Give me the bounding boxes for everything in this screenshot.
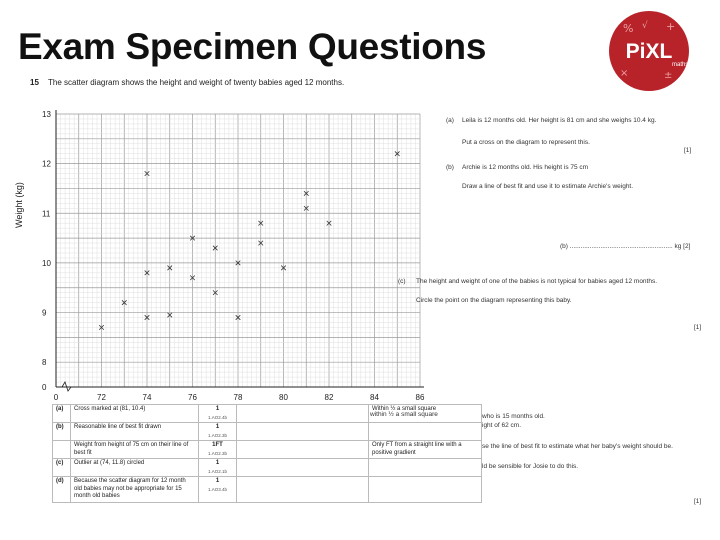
- part-b-answer-line: (b) ......................................................... kg [2]: [560, 243, 691, 250]
- y-tick-label: 11: [42, 209, 51, 219]
- svg-text:PiXL: PiXL: [625, 40, 673, 63]
- y-tick-label: 9: [42, 308, 47, 318]
- x-tick-label: 78: [233, 393, 243, 402]
- markscheme-part: [53, 441, 71, 459]
- markscheme-note-cover: within ½ a small square: [370, 411, 438, 418]
- markscheme-mark: 1 1.AO2.1b: [199, 459, 237, 477]
- markscheme-answer: Outlier at (74, 11.8) circled: [71, 459, 199, 477]
- markscheme-answer: Reasonable line of best fit drawn: [71, 423, 199, 441]
- markscheme-answer: Cross marked at (81, 10.4): [71, 405, 199, 423]
- markscheme-notes-spacer: [237, 459, 369, 477]
- x-tick-label: 82: [324, 393, 334, 402]
- markscheme-answer: Weight from height of 75 cm on their line of best fit: [71, 441, 199, 459]
- y-tick-label: 0: [42, 383, 47, 392]
- svg-text:maths: maths: [672, 62, 689, 68]
- markscheme-part: (a): [53, 405, 71, 423]
- part-a-text: Leila is 12 months old. Her height is 81 cm and she weighs 10.4 kg.: [462, 117, 657, 124]
- markscheme-notes: [369, 459, 482, 477]
- svg-text:%: %: [623, 22, 634, 35]
- markscheme-mark: 1 1.AO3.4b: [199, 477, 237, 503]
- part-a-marks: [1]: [684, 147, 692, 154]
- markscheme-mark: 1FT 1.AO2.3b: [199, 441, 237, 459]
- markscheme-notes-spacer: [237, 405, 369, 423]
- x-tick-label: 80: [279, 393, 288, 402]
- y-tick-label: 13: [42, 110, 51, 119]
- markscheme-part: (b): [53, 423, 71, 441]
- markscheme-notes: Within ½ a small square: [369, 405, 482, 423]
- part-d-fragment-3: se the line of best fit to estimate what her baby's weight should be.: [482, 443, 673, 450]
- x-tick-label: 74: [142, 393, 152, 402]
- part-c-text: The height and weight of one of the babies is not typical for babies aged 12 months.: [416, 278, 658, 285]
- question-number: 15: [30, 78, 39, 87]
- part-a-label: (a): [446, 117, 454, 124]
- part-b-text: Archie is 12 months old. His height is 75 cm: [462, 164, 589, 171]
- svg-text:±: ±: [664, 70, 673, 81]
- markscheme-part: (d): [53, 477, 71, 503]
- y-axis-label: Weight (kg): [14, 182, 24, 228]
- markscheme-notes-spacer: [237, 423, 369, 441]
- slide-title: Exam Specimen Questions: [18, 26, 487, 67]
- markscheme-notes: [369, 423, 482, 441]
- x-tick-label: 84: [370, 393, 379, 402]
- y-tick-label: 12: [42, 159, 51, 169]
- x-tick-label: 86: [415, 393, 425, 402]
- markscheme-mark: 1 1.AO2.3b: [199, 423, 237, 441]
- markscheme-answer: Because the scatter diagram for 12 month old babies may not be appropriate for 15 month old babies: [71, 477, 199, 503]
- part-d-marks: [1]: [694, 498, 702, 505]
- markscheme-part: (c): [53, 459, 71, 477]
- y-tick-label: 10: [42, 258, 51, 268]
- markscheme-row: [53, 441, 482, 459]
- markscheme-notes-spacer: [237, 441, 369, 459]
- svg-text:+: +: [666, 20, 676, 33]
- part-a-instruction: Put a cross on the diagram to represent this.: [462, 139, 590, 146]
- part-b-instruction: Draw a line of best fit and use it to estimate Archie's weight.: [462, 183, 634, 190]
- x-tick-label: 0: [53, 393, 59, 402]
- markscheme-row: [53, 423, 482, 441]
- y-tick-label: 8: [42, 358, 47, 368]
- markscheme-notes-spacer: [237, 477, 369, 503]
- markscheme-notes: Only FT from a straight line with a positive gradient: [369, 441, 482, 459]
- x-tick-label: 76: [188, 393, 197, 402]
- x-tick-label: 72: [97, 393, 106, 402]
- svg-text:√: √: [642, 21, 648, 31]
- part-d-fragment-1: who is 15 months old.: [482, 413, 545, 420]
- part-c-marks: [1]: [694, 324, 702, 331]
- question-text: The scatter diagram shows the height and weight of twenty babies aged 12 months.: [48, 78, 345, 87]
- part-c-label: (c): [398, 278, 406, 285]
- part-c-instruction: Circle the point on the diagram representing this baby.: [416, 297, 572, 304]
- part-d-fragment-4: ld be sensible for Josie to do this.: [482, 463, 579, 470]
- svg-text:×: ×: [620, 68, 629, 79]
- markscheme-row: [53, 477, 482, 503]
- markscheme-notes: [369, 477, 482, 503]
- part-b-label: (b): [446, 164, 454, 171]
- markscheme-mark: 1 1.AO2.4b: [199, 405, 237, 423]
- part-d-fragment-2: ight of 62 cm.: [482, 422, 522, 429]
- markscheme-row: [53, 459, 482, 477]
